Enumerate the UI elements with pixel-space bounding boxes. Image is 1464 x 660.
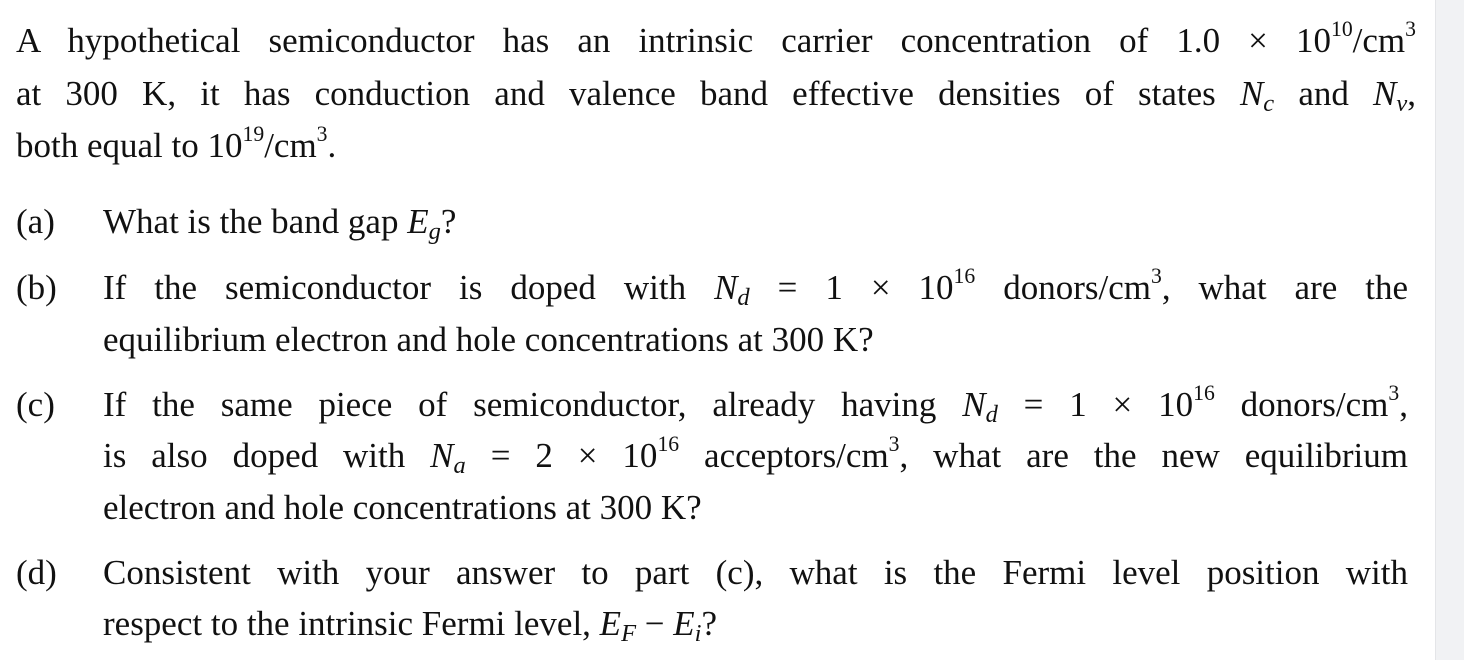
question-text: , <box>1399 385 1408 424</box>
intro-line-3 <box>16 122 337 167</box>
unit: acceptors/cm <box>679 436 889 475</box>
question-c-line-1 <box>103 381 1408 429</box>
question-text: , what are the new equilibrium <box>899 436 1409 475</box>
unit-exponent: 3 <box>1150 264 1162 289</box>
variable-ef: E <box>599 604 622 643</box>
question-mark: ? <box>440 202 457 241</box>
unit: donors/cm <box>975 268 1151 307</box>
question-d-line-2 <box>103 603 1408 648</box>
intro-text: and <box>1274 74 1374 113</box>
subscript-d: d <box>985 401 998 429</box>
intro-text: A hypothetical semiconductor has an intrinsic carrier concentration of 1.0 × 10 <box>16 21 1331 60</box>
exponent: 16 <box>953 264 976 289</box>
variable-nv: N <box>1373 74 1397 113</box>
unit: donors/cm <box>1214 385 1389 424</box>
subscript-f: F <box>621 620 637 648</box>
question-c-line-2 <box>103 432 1409 480</box>
question-text: If the same piece of semiconductor, already having <box>103 385 963 424</box>
intro-line-1 <box>16 17 1416 62</box>
exponent: 19 <box>242 122 265 147</box>
unit-exponent: 3 <box>1388 381 1400 406</box>
subscript-g: g <box>428 218 441 246</box>
question-c-line-3: electron and hole concentrations at 300 K? <box>103 488 702 527</box>
question-text: respect to the intrinsic Fermi level, <box>103 604 600 643</box>
intro-line-2 <box>16 73 1416 118</box>
unit-exponent: 3 <box>1405 17 1416 42</box>
question-d-label: (d) <box>16 553 57 592</box>
question-c-label: (c) <box>16 385 55 424</box>
unit: /cm <box>264 126 317 165</box>
intro-text: both equal to 10 <box>16 126 243 165</box>
question-b-line-2: equilibrium electron and hole concentrations at 300 K? <box>103 320 874 359</box>
exponent: 16 <box>657 432 680 457</box>
equation: = 2 × 10 <box>465 436 658 475</box>
equation: = 1 × 10 <box>749 268 954 307</box>
period: . <box>327 126 337 165</box>
subscript-c: c <box>1263 90 1275 118</box>
question-text: , what are the <box>1161 268 1408 307</box>
subscript-d: d <box>737 284 750 312</box>
question-a-label: (a) <box>16 202 55 241</box>
variable-e: E <box>407 202 429 241</box>
exponent: 16 <box>1193 381 1215 406</box>
subscript-a: a <box>453 452 466 480</box>
intro-text: at 300 K, it has conduction and valence band effective densities of states <box>16 74 1240 113</box>
unit: /cm <box>1352 21 1406 60</box>
question-b-line-1 <box>103 264 1408 312</box>
exponent: 10 <box>1330 17 1353 42</box>
question-mark: ? <box>701 604 718 643</box>
minus-sign: − <box>636 604 674 643</box>
variable-na: N <box>430 436 454 475</box>
equation: = 1 × 10 <box>997 385 1194 424</box>
question-b-label: (b) <box>16 268 57 307</box>
question-text: What is the band gap <box>103 202 408 241</box>
question-text: If the semiconductor is doped with <box>103 268 715 307</box>
unit-exponent: 3 <box>888 432 900 457</box>
variable-nd: N <box>962 385 986 424</box>
variable-nd: N <box>714 268 738 307</box>
unit-exponent: 3 <box>316 122 328 147</box>
question-text: is also doped with <box>103 436 431 475</box>
subscript-v: v <box>1396 90 1408 118</box>
intro-text: , <box>1407 74 1416 113</box>
question-a-line-1 <box>103 201 1408 246</box>
variable-nc: N <box>1239 74 1264 113</box>
subscript-i: i <box>694 620 702 648</box>
question-d-line-1: Consistent with your answer to part (c), what is the Fermi level position with <box>103 553 1408 592</box>
variable-ei: E <box>673 604 695 643</box>
page-edge-shade <box>1435 0 1464 660</box>
